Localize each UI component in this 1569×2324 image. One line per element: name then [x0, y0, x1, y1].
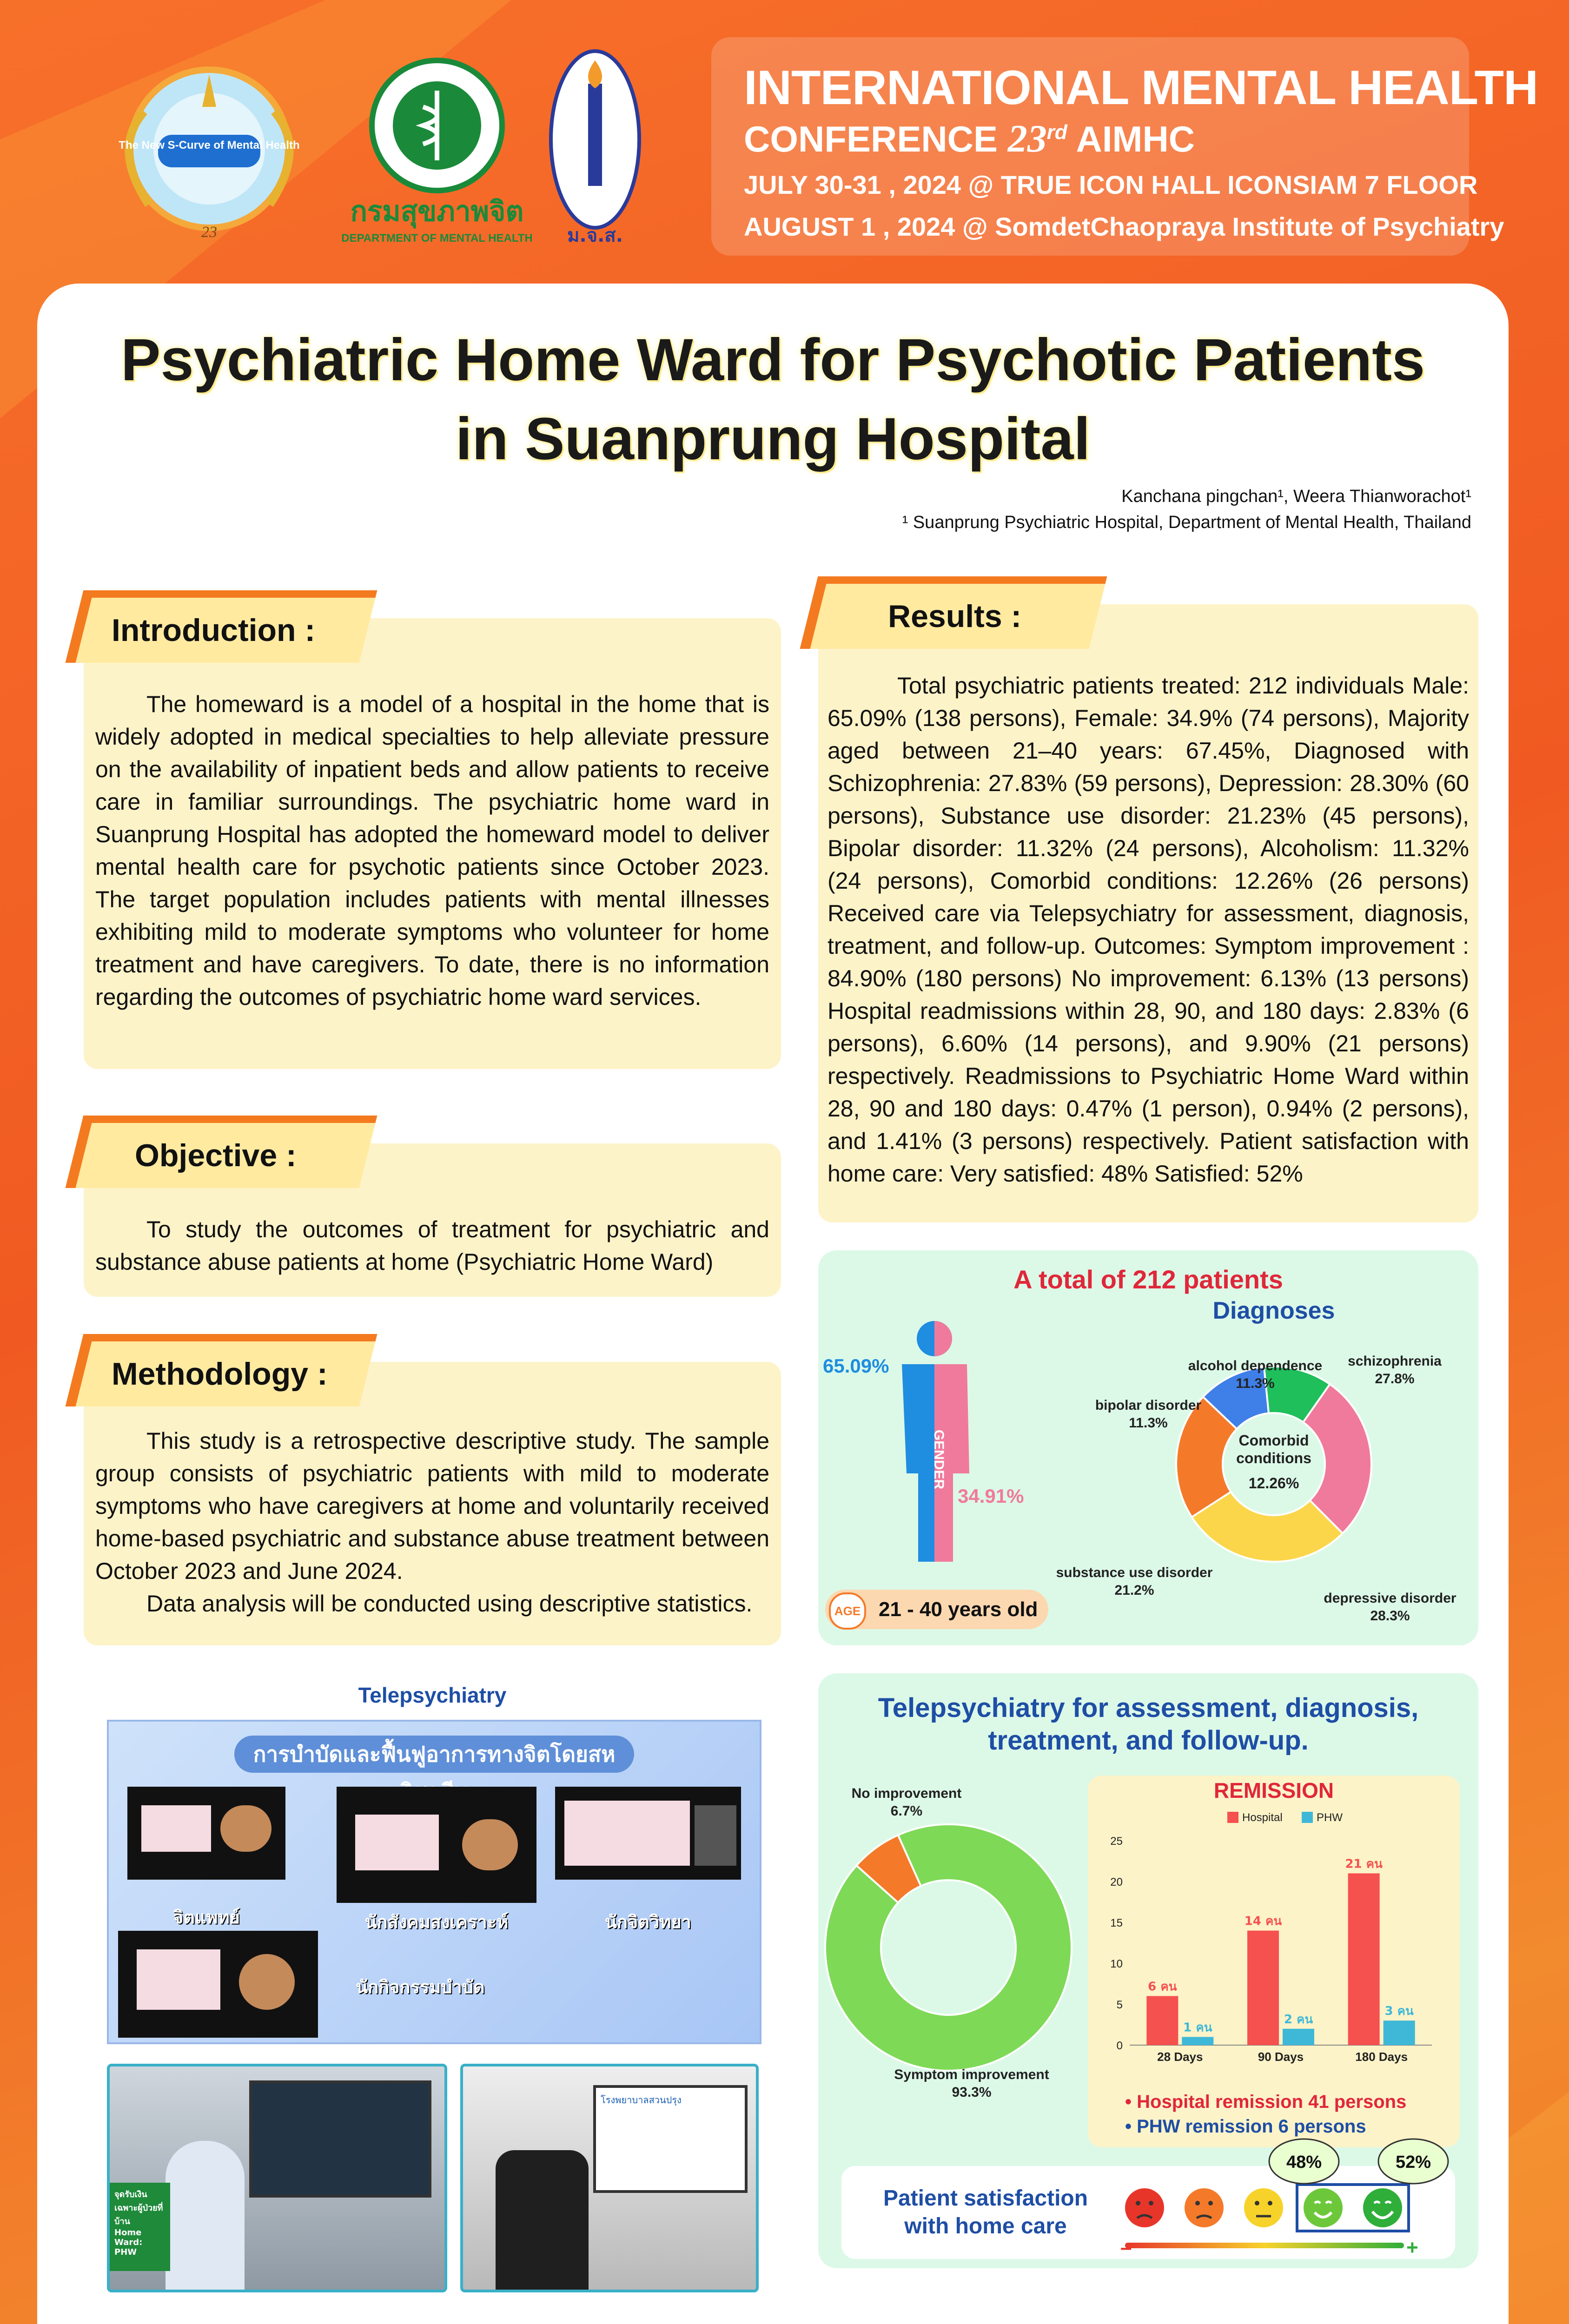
bar-data-label: 1 คน	[1183, 2020, 1212, 2035]
comorbid-center-label: Comorbid conditions 12.26%	[1236, 1432, 1311, 1492]
label-symptom-improvement: Symptom improvement 93.3%	[894, 2067, 1049, 2100]
svg-text:ม.จ.ส.: ม.จ.ส.	[567, 225, 623, 246]
x-tick-label: 28 Days	[1157, 2050, 1203, 2064]
total-patients-title: A total of 212 patients	[1013, 1265, 1283, 1294]
bar-data-label: 6 คน	[1148, 1980, 1177, 1994]
legend-swatch-phw	[1302, 1812, 1313, 1823]
video-tile	[127, 1787, 285, 1880]
dmh-logo	[341, 56, 533, 251]
y-tick-label: 5	[1116, 1999, 1123, 2011]
svg-text:DEPARTMENT OF MENTAL HEALTH: DEPARTMENT OF MENTAL HEALTH	[341, 232, 533, 244]
male-percent: 65.09%	[823, 1355, 889, 1377]
satisfied-bubble	[1378, 2139, 1448, 2184]
y-tick-label: 25	[1110, 1835, 1123, 1848]
results-text: Total psychiatric patients treated: 212 individuals Male: 65.09% (138 persons), Female: 34.9% (74 persons), Majority aged between 21–40 years: 67.45%, Diagnosed with Schizophrenia: 27.83% (59 persons), Depression: 28.30% (60 persons), Substance use disorder: 21.23% (45 persons), Bipolar disorder: 11.32% (24 persons), Alcoholism: 11.32% (24 persons), Comorbid conditions: 12.26% (26 persons) Received care via Telepsychiatry for assessment, diagnosis, treatment, and follow-up. Outcomes: Symptom improvement : 84.90% (180 persons) No improvement: 6.13% (13 persons) Hospital readmissions within 28, 90, and 180 days: 2.83% (6 persons), 6.60% (14 persons), and 9.90% (21 persons) respectively. Readmissions to Psychiatric Home Ward within 28, 90 and 180 days: 0.47% (1 person), 0.94% (2 persons), and 1.41% (3 persons) respectively. Patient satisfaction with home care: Very satisfied: 48% Satisfied: 52%	[828, 673, 1469, 1187]
neutral-face-icon	[1244, 2188, 1283, 2227]
very-unsatisfied-face-icon	[1125, 2188, 1164, 2227]
y-tick-label: 20	[1110, 1876, 1123, 1888]
legend-swatch-hospital	[1227, 1812, 1238, 1823]
legend-label-hospital: Hospital	[1242, 1811, 1283, 1824]
results-heading: Results :	[800, 576, 1107, 649]
label-substance: substance use disorder 21.2%	[1056, 1565, 1213, 1598]
label-alcohol: alcohol dependence 11.3%	[1188, 1358, 1323, 1391]
bar-data-label: 21 คน	[1345, 1857, 1383, 1871]
telepsychiatry-heading: Telepsychiatry	[358, 1683, 507, 1707]
bar-phw-28-days	[1182, 2037, 1213, 2045]
methodology-text: This study is a retrospective descriptive study. The sample group consists of psychiatric patients with mild to moderate symptoms who have caregivers at home and voluntarily received home-based psychiatric and substance abuse treatment between October 2023 and June 2024.	[95, 1428, 769, 1584]
banner-line3: JULY 30-31 , 2024 @ TRUE ICON HALL ICONSIAM 7 FLOOR	[744, 170, 1478, 199]
x-tick-label: 180 Days	[1355, 2050, 1408, 2064]
banner-line1: INTERNATIONAL MENTAL HEALTH	[744, 61, 1538, 115]
improvement-donut-chart	[823, 1822, 1074, 2073]
poster-title: Psychiatric Home Ward for Psychotic Patients in Suanprung Hospital	[121, 327, 1425, 472]
label-bipolar: bipolar disorder 11.3%	[1095, 1398, 1202, 1431]
svg-text:+: +	[1406, 2236, 1418, 2259]
outcomes-title: Telepsychiatry for assessment, diagnosis, treatment, and follow-up.	[878, 1693, 1419, 1756]
conference-logo	[93, 56, 325, 251]
bar-hospital-90-days	[1247, 1931, 1279, 2045]
legend-label-phw: PHW	[1317, 1811, 1343, 1824]
introduction-heading: Introduction :	[66, 590, 377, 663]
clinic-photo-2: โรงพยาบาลสวนปรุง	[460, 2064, 759, 2292]
age-text: 21 - 40 years old	[879, 1598, 1038, 1621]
y-tick-label: 10	[1110, 1958, 1123, 1970]
phw-remission-note: • PHW remission 6 persons	[1125, 2116, 1366, 2137]
svg-text:–: –	[1120, 2236, 1132, 2259]
banner-line2: CONFERENCE 23rd AIMHC	[744, 117, 1195, 160]
bar-phw-180-days	[1384, 2020, 1415, 2045]
introduction-text: The homeward is a model of a hospital in the home that is widely adopted in medical specialties to help alleviate pressure on the availability of inpatient beds and allow patients to receive care in familiar surroundings. The psychiatric home ward in Suanprung Hospital has adopted the homeward model to deliver mental health care for psychotic patients since October 2023. The target population includes patients with mental illnesses exhibiting mild to moderate symptoms who volunteer for home treatment and have caregivers. To date, there is no information regarding the outcomes of psychiatric home ward services.	[95, 691, 769, 1010]
dmh-thai-name: กรมสุขภาพจิต	[350, 195, 524, 228]
very-satisfied-bubble	[1269, 2139, 1339, 2184]
y-tick-label: 0	[1116, 2040, 1123, 2052]
methodology-analysis: Data analysis will be conducted using descriptive statistics.	[146, 1591, 753, 1617]
female-percent: 34.91%	[958, 1485, 1024, 1507]
svg-text:52%: 52%	[1395, 2152, 1431, 2172]
very-satisfied-face-icon	[1363, 2188, 1402, 2227]
hospital-remission-note: • Hospital remission 41 persons	[1125, 2092, 1407, 2112]
satisfaction-label: Patient satisfaction with home care	[883, 2186, 1088, 2238]
satisfaction-scale	[1120, 2138, 1450, 2264]
author-names: Kanchana pingchan¹, Weera Thianworachot¹	[1121, 487, 1471, 506]
clinic-photo-1: จุดรับเงิน เฉพาะผู้ป่วยที่บ้าน Home Ward: PHW	[107, 2064, 447, 2292]
x-tick-label: 90 Days	[1258, 2050, 1304, 2064]
age-icon: AGE	[829, 1592, 866, 1630]
video-tile	[118, 1931, 318, 2038]
diagnoses-title: Diagnoses	[1212, 1297, 1335, 1324]
bar-hospital-180-days	[1348, 1873, 1380, 2045]
svg-text:23: 23	[201, 224, 217, 241]
y-tick-label: 15	[1110, 1917, 1123, 1929]
author-affiliation: ¹ Suanprung Psychiatric Hospital, Department of Mental Health, Thailand	[902, 513, 1471, 532]
foundation-logo	[544, 46, 646, 251]
conference-logo-text: The New S-Curve of Mental Health	[119, 139, 300, 152]
bar-phw-90-days	[1283, 2029, 1314, 2045]
banner-line4: AUGUST 1 , 2024 @ SomdetChaopraya Institute of Psychiatry	[744, 212, 1504, 241]
authors	[902, 483, 1471, 535]
bar-data-label: 2 คน	[1284, 2012, 1313, 2027]
satisfied-face-icon	[1304, 2188, 1343, 2227]
age-badge	[825, 1590, 1048, 1629]
bar-hospital-28-days	[1146, 1996, 1178, 2045]
remission-title: REMISSION	[1213, 1778, 1334, 1802]
label-no-improvement: No improvement 6.7%	[851, 1786, 962, 1819]
remission-bar-chart	[1097, 1803, 1455, 2101]
unsatisfied-face-icon	[1185, 2188, 1224, 2227]
conference-banner	[711, 37, 1538, 256]
objective-text: To study the outcomes of treatment for psychiatric and substance abuse patients at home (Psychiatric Home Ward)	[95, 1216, 769, 1275]
telepsychiatry-banner: การบำบัดและฟื้นฟูอาการทางจิตโดยสห	[234, 1736, 634, 1773]
svg-text:48%: 48%	[1286, 2152, 1322, 2172]
bar-data-label: 3 คน	[1384, 2004, 1414, 2019]
label-depressive: depressive disorder 28.3%	[1324, 1591, 1456, 1624]
label-schizophrenia: schizophrenia 27.8%	[1348, 1353, 1442, 1386]
video-tile	[337, 1787, 536, 1903]
svg-text:GENDER: GENDER	[931, 1429, 947, 1490]
gender-figure-icon	[897, 1320, 972, 1566]
methodology-heading: Methodology :	[66, 1334, 377, 1406]
bar-data-label: 14 คน	[1244, 1914, 1282, 1928]
video-tile	[555, 1787, 741, 1880]
telepsychiatry-screenshot: การบำบัดและฟื้นฟูอาการทางจิตโดยสห จิตแพทย์ นักสังคมสงเคราะห์ นักจิตวิทยา นักกิจกรรมบำบัด	[107, 1720, 761, 2044]
objective-heading: Objective :	[66, 1116, 377, 1188]
